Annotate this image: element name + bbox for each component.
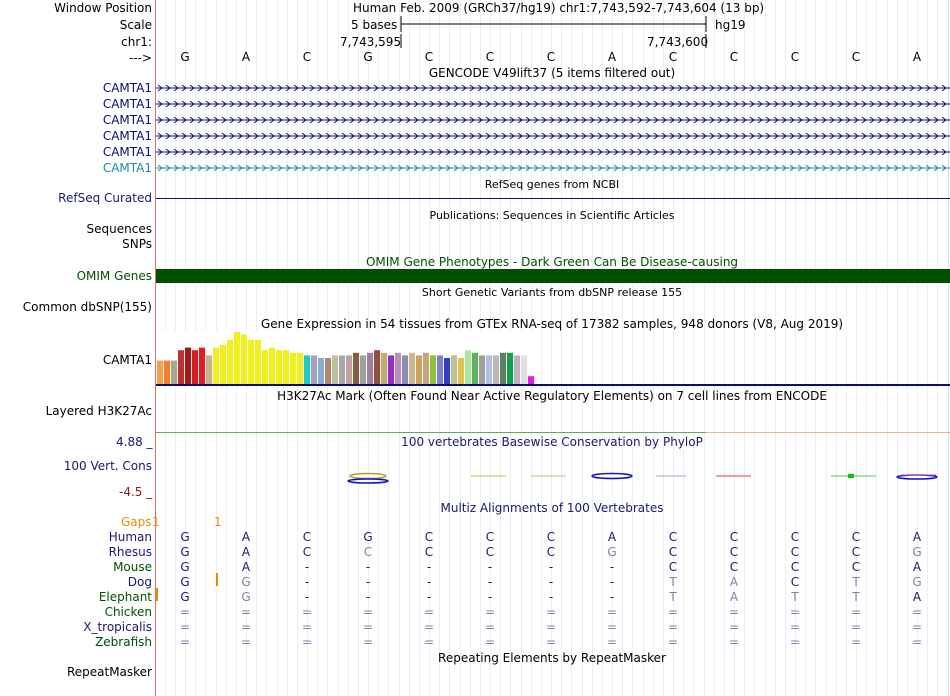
gaps-mark-2: 1: [214, 515, 222, 529]
alignment-base: T: [852, 575, 860, 589]
alignment-base: -: [426, 575, 432, 589]
alignment-base: =: [667, 635, 679, 649]
alignment-base: G: [180, 590, 190, 604]
alignment-base: -: [609, 575, 615, 589]
gtex-tissue-bar[interactable]: [276, 350, 282, 384]
alignment-base: =: [423, 620, 435, 634]
gtex-tissue-bar[interactable]: [374, 350, 380, 384]
alignment-base: -: [304, 575, 310, 589]
alignment-base: C: [363, 545, 373, 559]
alignment-base: T: [852, 590, 860, 604]
alignment-base: =: [728, 605, 740, 619]
cons-label[interactable]: 100 Vert. Cons: [63, 459, 152, 473]
refseq-title: RefSeq genes from NCBI: [484, 178, 620, 191]
alignment-base: =: [850, 605, 862, 619]
gtex-tissue-bar[interactable]: [528, 376, 534, 384]
publications-label[interactable]: Sequences: [86, 222, 152, 236]
gencode-transcript-line[interactable]: [156, 115, 950, 125]
cons-min-label: -4.5 _: [119, 485, 153, 499]
alignment-base: -: [365, 575, 371, 589]
alignment-base: =: [362, 605, 374, 619]
alignment-base: A: [241, 545, 251, 559]
alignment-base: =: [911, 605, 923, 619]
alignment-base: =: [789, 635, 801, 649]
scale-label: Scale: [119, 18, 152, 32]
gencode-transcript-label[interactable]: CAMTA1: [102, 129, 152, 143]
publications-title: Publications: Sequences in Scientific Articles: [429, 209, 675, 222]
reference-base: A: [912, 50, 922, 64]
alignment-base: T: [669, 575, 677, 589]
refseq-track-line[interactable]: [156, 198, 950, 199]
gtex-tissue-bar[interactable]: [437, 355, 443, 384]
alignment-base: =: [423, 635, 435, 649]
cons-title: 100 vertebrates Basewise Conservation by PhyloP: [401, 435, 703, 449]
dbsnp-title: Short Genetic Variants from dbSNP release 155: [421, 286, 683, 299]
repeatmasker-title: Repeating Elements by RepeatMasker: [438, 651, 666, 665]
species-label[interactable]: Rhesus: [108, 545, 152, 559]
h3k27ac-signal-line-2: [706, 432, 950, 433]
alignment-base: G: [241, 590, 251, 604]
gtex-tissue-bar[interactable]: [339, 355, 345, 384]
omim-title: OMIM Gene Phenotypes - Dark Green Can Be Disease-causing: [365, 255, 739, 269]
species-label[interactable]: Chicken: [104, 605, 152, 619]
alignment-base: =: [240, 635, 252, 649]
alignment-base: =: [301, 620, 313, 634]
alignment-base: =: [911, 635, 923, 649]
elephant-gap-tick: [156, 588, 158, 601]
omim-feature-bar[interactable]: [156, 269, 950, 283]
gtex-tissue-bar[interactable]: [234, 332, 240, 384]
alignment-base: =: [850, 620, 862, 634]
alignment-base: =: [606, 605, 618, 619]
h3k27ac-title: H3K27Ac Mark (Often Found Near Active Regulatory Elements) on 7 cell lines from ENCODE: [277, 389, 827, 403]
alignment-base: -: [487, 575, 493, 589]
dbsnp-label[interactable]: Common dbSNP(155): [22, 300, 152, 314]
alignment-base: C: [790, 575, 800, 589]
gencode-transcript-label[interactable]: CAMTA1: [102, 97, 152, 111]
alignment-base: C: [729, 530, 739, 544]
alignment-base: A: [729, 575, 739, 589]
alignment-base: -: [304, 590, 310, 604]
gtex-tissue-bar[interactable]: [220, 345, 226, 384]
alignment-base: =: [423, 605, 435, 619]
gaps-mark-1: 1: [152, 515, 160, 529]
gtex-tissue-bar[interactable]: [423, 353, 429, 384]
alignment-base: =: [484, 605, 496, 619]
reference-base: C: [424, 50, 434, 64]
alignment-base: -: [548, 575, 554, 589]
alignment-base: =: [606, 620, 618, 634]
coord-left: 7,743,595: [340, 35, 402, 49]
gtex-tissue-bar[interactable]: [486, 355, 492, 384]
alignment-base: C: [790, 560, 800, 574]
reference-base: C: [790, 50, 800, 64]
gtex-tissue-bar[interactable]: [206, 355, 212, 384]
alignment-base: C: [729, 560, 739, 574]
alignment-base: =: [667, 620, 679, 634]
gtex-tissue-bar[interactable]: [192, 350, 198, 384]
alignment-base: =: [484, 635, 496, 649]
gtex-tissue-bar[interactable]: [283, 350, 289, 384]
reference-base: A: [607, 50, 617, 64]
alignment-base: =: [728, 635, 740, 649]
gtex-tissue-bar[interactable]: [479, 355, 485, 384]
gtex-tissue-bar[interactable]: [290, 353, 296, 384]
reference-base: C: [851, 50, 861, 64]
window-position-label: Window Position: [54, 1, 152, 15]
species-label[interactable]: X_tropicalis: [83, 620, 152, 634]
gencode-transcript-line[interactable]: [156, 163, 950, 173]
gtex-tissue-bar[interactable]: [416, 355, 422, 384]
multiz-title: Multiz Alignments of 100 Vertebrates: [440, 501, 664, 515]
gtex-tissue-bar[interactable]: [444, 358, 450, 384]
gtex-title: Gene Expression in 54 tissues from GTEx RNA-seq of 17382 samples, 948 donors (V8, Aug 2019): [260, 317, 844, 331]
reference-base: C: [729, 50, 739, 64]
gaps-label[interactable]: Gaps: [121, 515, 152, 529]
gtex-tissue-bar[interactable]: [269, 348, 275, 384]
omim-label[interactable]: OMIM Genes: [76, 269, 152, 283]
repeatmasker-label[interactable]: RepeatMasker: [66, 665, 152, 679]
strand-label: --->: [128, 51, 152, 65]
alignment-base: G: [180, 560, 190, 574]
alignment-base: -: [609, 590, 615, 604]
alignment-base: G: [241, 575, 251, 589]
cons-wiggle[interactable]: [156, 470, 950, 490]
species-label[interactable]: Human: [108, 530, 152, 544]
alignment-base: T: [669, 590, 677, 604]
species-label[interactable]: Zebrafish: [95, 635, 152, 649]
alignment-base: A: [241, 530, 251, 544]
gtex-tissue-bar[interactable]: [178, 350, 184, 384]
gtex-tissue-bar[interactable]: [493, 355, 499, 384]
alignment-base: G: [363, 530, 373, 544]
alignment-base: C: [668, 560, 678, 574]
h3k27ac-signal-line-1: [156, 432, 706, 433]
gencode-title: GENCODE V49lift37 (5 items filtered out): [428, 66, 676, 80]
alignment-base: =: [179, 620, 191, 634]
cons-max-label: 4.88 _: [116, 435, 153, 449]
gtex-tissue-bar[interactable]: [465, 350, 471, 384]
gtex-tissue-bar[interactable]: [458, 358, 464, 384]
gencode-transcript-line[interactable]: [156, 83, 950, 93]
gencode-transcript-label[interactable]: CAMTA1: [102, 145, 152, 159]
alignment-base: A: [912, 530, 922, 544]
gtex-tissue-bar[interactable]: [304, 355, 310, 384]
reference-base: A: [241, 50, 251, 64]
alignment-base: =: [240, 605, 252, 619]
alignment-base: A: [241, 560, 251, 574]
gtex-tissue-bar[interactable]: [227, 340, 233, 384]
coord-right: 7,743,600: [647, 35, 709, 49]
gtex-tissue-bar[interactable]: [332, 355, 338, 384]
gtex-tissue-bar[interactable]: [353, 353, 359, 384]
reference-base: G: [180, 50, 190, 64]
gtex-tissue-bar[interactable]: [395, 353, 401, 384]
gencode-transcript-label[interactable]: CAMTA1: [102, 161, 152, 175]
gtex-tissue-bar[interactable]: [507, 353, 513, 384]
alignment-base: =: [301, 605, 313, 619]
alignment-base: =: [789, 605, 801, 619]
reference-base: G: [363, 50, 373, 64]
alignment-base: =: [606, 635, 618, 649]
alignment-base: =: [484, 620, 496, 634]
alignment-base: =: [240, 620, 252, 634]
gtex-tissue-bar[interactable]: [241, 335, 247, 384]
gtex-tissue-bar[interactable]: [157, 361, 163, 384]
alignment-base: C: [851, 530, 861, 544]
alignment-base: C: [851, 560, 861, 574]
gtex-tissue-bar[interactable]: [213, 348, 219, 384]
alignment-base: G: [180, 545, 190, 559]
gencode-transcript-line[interactable]: [156, 147, 950, 157]
alignment-base: C: [790, 530, 800, 544]
alignment-base: =: [667, 605, 679, 619]
gtex-baseline: [156, 384, 950, 386]
gtex-tissue-bar[interactable]: [297, 353, 303, 384]
alignment-base: C: [485, 545, 495, 559]
alignment-base: C: [485, 530, 495, 544]
gtex-tissue-bar[interactable]: [472, 353, 478, 384]
alignment-base: T: [791, 590, 799, 604]
alignment-base: =: [728, 620, 740, 634]
alignment-base: -: [365, 590, 371, 604]
alignment-base: -: [426, 590, 432, 604]
alignment-base: -: [426, 560, 432, 574]
gtex-tissue-bar[interactable]: [451, 355, 457, 384]
alignment-base: -: [548, 560, 554, 574]
alignment-base: -: [304, 560, 310, 574]
dog-gap-tick: [216, 573, 218, 586]
gtex-tissue-bar[interactable]: [402, 355, 408, 384]
alignment-base: A: [729, 590, 739, 604]
alignment-base: -: [487, 560, 493, 574]
chrom-label: chr1:: [121, 35, 152, 49]
gtex-tissue-bar[interactable]: [367, 353, 373, 384]
alignment-base: =: [362, 620, 374, 634]
alignment-base: C: [668, 545, 678, 559]
gtex-tissue-bar[interactable]: [521, 355, 527, 384]
alignment-base: =: [179, 605, 191, 619]
alignment-base: C: [424, 530, 434, 544]
gtex-tissue-bar[interactable]: [171, 361, 177, 384]
window-position-value: Human Feb. 2009 (GRCh37/hg19) chr1:7,743,592-7,743,604 (13 bp): [353, 1, 765, 15]
species-label[interactable]: Dog: [127, 575, 152, 589]
alignment-base: -: [548, 590, 554, 604]
alignment-base: C: [302, 530, 312, 544]
alignment-base: =: [545, 620, 557, 634]
refseq-label[interactable]: RefSeq Curated: [58, 191, 152, 205]
gtex-tissue-bar[interactable]: [430, 355, 436, 384]
reference-base: C: [546, 50, 556, 64]
alignment-base: C: [668, 530, 678, 544]
alignment-base: =: [362, 635, 374, 649]
gencode-transcript-label[interactable]: CAMTA1: [102, 81, 152, 95]
alignment-base: =: [850, 635, 862, 649]
h3k27ac-label[interactable]: Layered H3K27Ac: [45, 404, 152, 418]
alignment-base: =: [789, 620, 801, 634]
gtex-bar-chart[interactable]: [156, 331, 534, 385]
alignment-base: G: [607, 545, 617, 559]
gencode-transcript-line[interactable]: [156, 99, 950, 109]
alignment-base: A: [607, 530, 617, 544]
scale-assembly: hg19: [715, 18, 746, 32]
alignment-base: G: [180, 575, 190, 589]
alignment-base: G: [180, 530, 190, 544]
reference-base: C: [668, 50, 678, 64]
gtex-tissue-bar[interactable]: [381, 353, 387, 384]
gtex-tissue-bar[interactable]: [500, 353, 506, 384]
scale-text: 5 bases: [351, 18, 398, 32]
snps-label[interactable]: SNPs: [122, 237, 152, 251]
gtex-tissue-bar[interactable]: [255, 340, 261, 384]
alignment-base: C: [424, 545, 434, 559]
gtex-tissue-bar[interactable]: [409, 353, 415, 384]
gtex-tissue-bar[interactable]: [318, 358, 324, 384]
gtex-tissue-bar[interactable]: [262, 350, 268, 384]
alignment-base: =: [301, 635, 313, 649]
alignment-base: G: [912, 545, 922, 559]
species-label[interactable]: Mouse: [113, 560, 152, 574]
alignment-base: -: [609, 560, 615, 574]
alignment-base: =: [545, 605, 557, 619]
alignment-base: G: [912, 575, 922, 589]
alignment-base: =: [545, 635, 557, 649]
alignment-base: A: [912, 590, 922, 604]
gtex-tissue-bar[interactable]: [360, 355, 366, 384]
alignment-base: C: [729, 545, 739, 559]
alignment-base: -: [487, 590, 493, 604]
alignment-base: =: [911, 620, 923, 634]
alignment-base: C: [546, 530, 556, 544]
gtex-tissue-bar[interactable]: [185, 348, 191, 384]
species-label[interactable]: Elephant: [98, 590, 152, 604]
gtex-tissue-bar[interactable]: [248, 340, 254, 384]
alignment-base: A: [912, 560, 922, 574]
gtex-tissue-bar[interactable]: [325, 358, 331, 384]
alignment-base: C: [790, 545, 800, 559]
reference-base: C: [485, 50, 495, 64]
gtex-tissue-bar[interactable]: [346, 355, 352, 384]
alignment-base: -: [365, 560, 371, 574]
alignment-base: C: [302, 545, 312, 559]
alignment-base: =: [179, 635, 191, 649]
alignment-base: C: [851, 545, 861, 559]
gtex-tissue-bar[interactable]: [388, 355, 394, 384]
gtex-tissue-bar[interactable]: [311, 355, 317, 384]
gtex-label[interactable]: CAMTA1: [102, 353, 152, 367]
alignment-base: C: [546, 545, 556, 559]
gtex-tissue-bar[interactable]: [514, 355, 520, 384]
gtex-tissue-bar[interactable]: [164, 361, 170, 384]
gencode-transcript-label[interactable]: CAMTA1: [102, 113, 152, 127]
reference-base: C: [302, 50, 312, 64]
gencode-transcript-line[interactable]: [156, 131, 950, 141]
gtex-tissue-bar[interactable]: [199, 348, 205, 384]
